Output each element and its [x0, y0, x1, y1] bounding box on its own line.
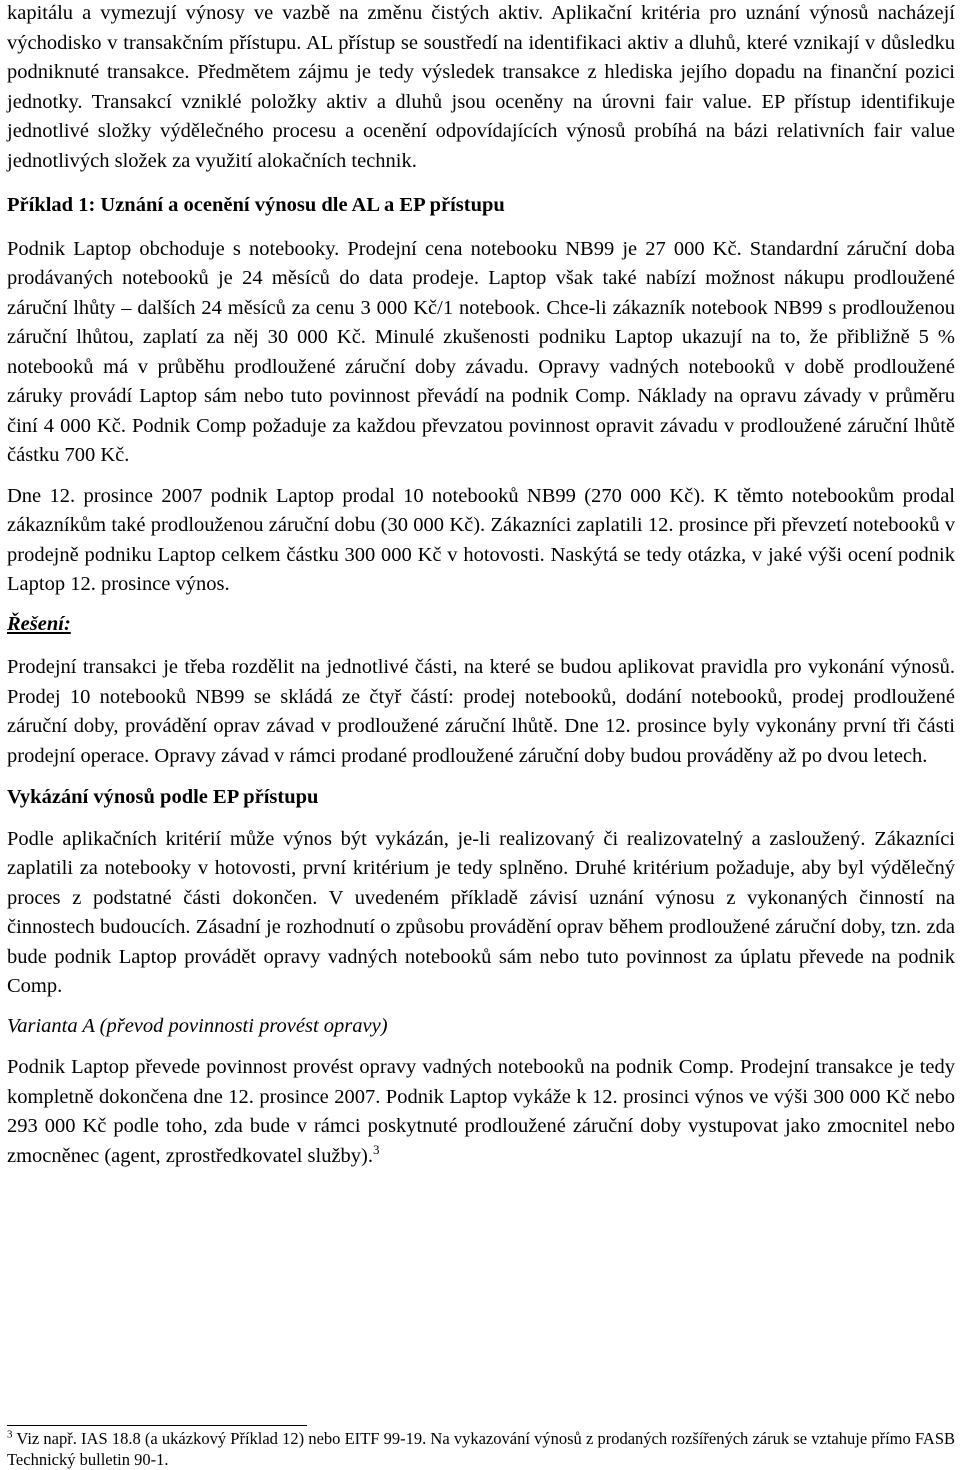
- paragraph-intro: kapitálu a vymezují výnosy ve vazbě na změnu čistých aktiv. Aplikační kritéria pro uznání výnosů nacházejí východisko v transakčním přístupu. AL přístup se soustředí na identifikaci aktiv a dluhů, které vznikají v důsledku podniknuté transakce. Předmětem zájmu je tedy výsledek transakce z hlediska jejího dopadu na finanční pozici jednotky. Transakcí vzniklé položky aktiv a dluhů jsou oceněny na úrovni fair value. EP přístup identifikuje jednotlivé složky výdělečného procesu a ocenění odpovídajících výnosů probíhá na bázi relativních fair value jednotlivých složek za využití alokačních technik.: [7, 2, 955, 172]
- paragraph-ep-approach: Podle aplikačních kritérií může výnos být vykázán, je-li realizovaný či realizovatelný a zasloužený. Zákazníci zaplatili za notebooky v hotovosti, první kritérium je tedy splněno. Druhé kritérium požaduje, aby byl výdělečný proces z podstatné části dokončen. V uvedeném příkladě závisí uznání výnosu z vykonaných činností na činnostech budoucích. Zásadní je rozhodnutí o způsobu provádění oprav během prodloužené záruční doby, tzn. zda bude podnik Laptop provádět opravy vadných notebooků sám nebo tuto povinnost za úplatu převede na podnik Comp.: [7, 827, 955, 997]
- paragraph-example-sale: Dne 12. prosince 2007 podnik Laptop prodal 10 notebooků NB99 (270 000 Kč). K těmto notebookům prodal zákazníkům také prodlouženou záruční dobu (30 000 Kč). Zákazníci zaplatili 12. prosince při převzetí notebooků v prodejně podniku Laptop celkem částku 300 000 Kč v hotovosti. Naskýtá se tedy otázka, v jaké výši ocení podnik Laptop 12. prosince výnos.: [7, 484, 955, 595]
- heading-variant-a: Varianta A (převod povinnosti provést opravy): [7, 1014, 388, 1037]
- paragraph-variant-a-text: Podnik Laptop převede povinnost provést opravy vadných notebooků na podnik Comp. Prodejní transakce je tedy kompletně dokončena dne 12. prosince 2007. Podnik Laptop vykáže k 12. prosinci výnos ve výši 300 000 Kč nebo 293 000 Kč podle toho, zda bude v rámci poskytnuté prodloužené záruční doby vystupovat jako zmocnitel nebo zmocněnec (agent, zprostředkovatel služby).: [7, 1056, 955, 1167]
- heading-ep-approach: Vykázání výnosů podle EP přístupu: [7, 786, 319, 808]
- heading-example-1: Příklad 1: Uznání a ocenění výnosu dle AL a EP přístupu: [7, 194, 505, 216]
- paragraph-solution: Prodejní transakci je třeba rozdělit na jednotlivé části, na které se budou aplikovat pravidla pro vykonání výnosů. Prodej 10 notebooků NB99 se skládá ze čtyř částí: prodej notebooků, dodání notebooků, prodej prodloužené záruční doby, provádění oprav závad v prodloužené záruční lhůtě. Dne 12. prosince byly vykonány první tři části prodejní operace. Opravy závad v rámci prodané prodloužené záruční doby budou prováděny až po dvou letech.: [7, 656, 955, 767]
- footnote-text: Viz např. IAS 18.8 (a ukázkový Příklad 12) nebo EITF 99-19. Na vykazování výnosů z prodaných rozšířených záruk se vztahuje přímo FASB Technický bulletin 90-1.: [7, 1429, 955, 1469]
- paragraph-variant-a: [7, 1053, 955, 1171]
- footnote-reference: 3: [373, 1141, 380, 1157]
- footnote-divider: [7, 1425, 307, 1426]
- document-body: [7, 0, 955, 1171]
- footnote-marker: 3: [7, 1428, 13, 1441]
- paragraph-example-description: Podnik Laptop obchoduje s notebooky. Prodejní cena notebooku NB99 je 27 000 Kč. Standardní záruční doba prodávaných notebooků je 24 měsíců do data prodeje. Laptop však také nabízí možnost nákupu prodloužené záruční lhůty – dalších 24 měsíců za cenu 3 000 Kč/1 notebook. Chce-li zákazník notebook NB99 s prodlouženou záruční lhůtou, zaplatí za něj 30 000 Kč. Minulé zkušenosti podniku Laptop ukazují na to, že přibližně 5 % notebooků má v průběhu prodloužené záruční doby závadu. Opravy vadných notebooků v době prodloužené záruky provádí Laptop sám nebo tuto povinnost převádí na podnik Comp. Náklady na opravu závady v průměru činí 4 000 Kč. Podnik Comp požaduje za každou převzatou povinnost opravit závadu v prodloužené záruční lhůtě částku 700 Kč.: [7, 237, 955, 466]
- heading-solution: Řešení:: [7, 612, 71, 635]
- footnote: [7, 1428, 955, 1470]
